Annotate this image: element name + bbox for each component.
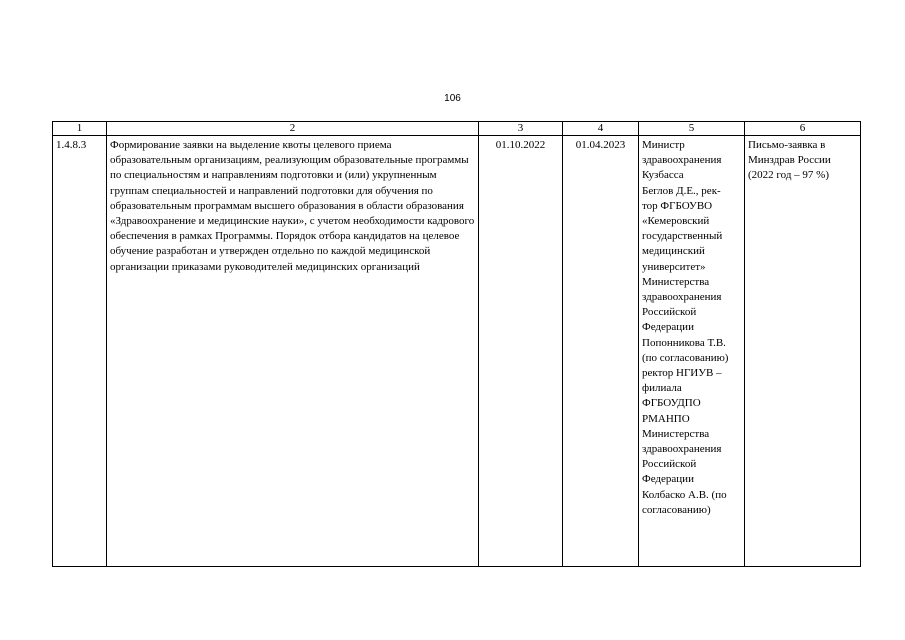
end-date: 01.04.2023 <box>563 136 639 567</box>
item-code: 1.4.8.3 <box>53 136 107 567</box>
table-row <box>53 136 861 567</box>
responsible-persons: Министр здравоохранения Кузбасса Беглов Д.Е., рек- тор ФГБОУВО «Кемеровский государственный медицинский университет» Министерства здравоохранения Российской Федерации Попонникова Т.В. (по согласованию) ректор НГИУВ – филиала ФГБОУДПО РМАНПО Министерства здравоохранения Российской Федерации Колбаско А.В. (по согласованию) <box>639 136 745 567</box>
column-header-5: 5 <box>639 122 745 136</box>
page-number: 106 <box>444 93 461 104</box>
column-number-row <box>53 122 861 136</box>
column-header-6: 6 <box>745 122 861 136</box>
column-header-4: 4 <box>563 122 639 136</box>
plan-table <box>52 121 861 567</box>
expected-result: Письмо-заявка в Минздрав России (2022 год – 97 %) <box>745 136 861 567</box>
item-description: Формирование заявки на выделение квоты целевого приема образовательным организациям, реализующим образовательные программы по специальностям и направлениям подготовки и (или) укрупненным группам специальностей и направлений подготовки для обучения по образовательным программам высшего образования в области образования «Здравоохранение и медицинские науки», с учетом необходимости кадрового обеспечения в рамках Программы. Порядок отбора кандидатов на целевое обучение разработан и утвержден отдельно по каждой медицинской организации приказами руководителей медицинских организаций <box>107 136 479 567</box>
column-header-2: 2 <box>107 122 479 136</box>
start-date: 01.10.2022 <box>479 136 563 567</box>
column-header-1: 1 <box>53 122 107 136</box>
column-header-3: 3 <box>479 122 563 136</box>
